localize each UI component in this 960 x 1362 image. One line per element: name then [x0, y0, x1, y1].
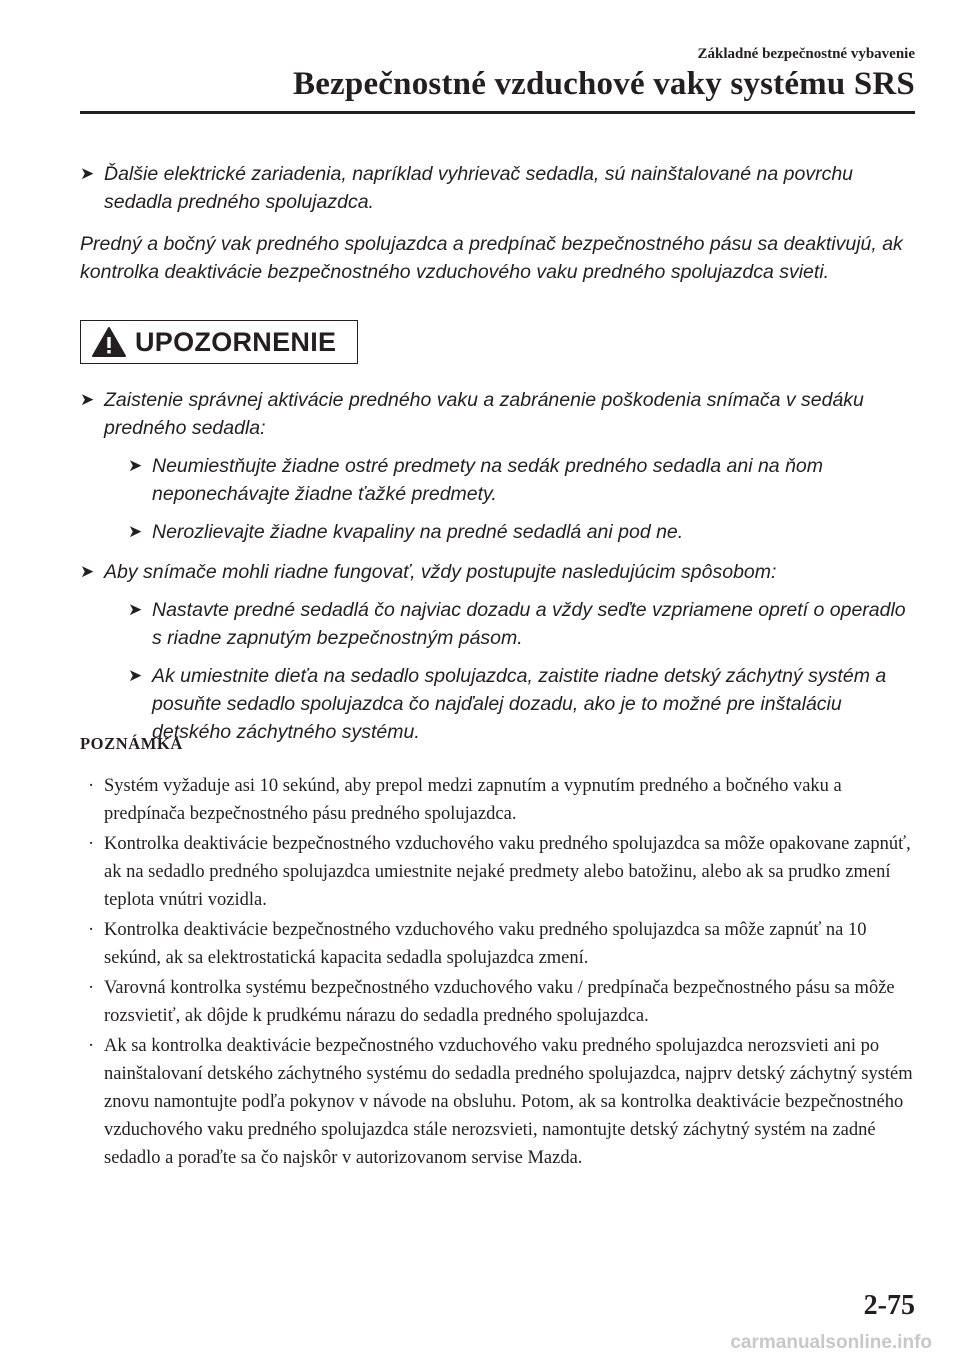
intro-bullet [80, 160, 920, 216]
arrow-bullet-icon: ➤ [128, 456, 143, 475]
arrow-bullet-icon: ➤ [128, 600, 143, 619]
warning-label: UPOZORNENIE [135, 327, 337, 357]
note-item-text: Systém vyžaduje asi 10 sekúnd, aby prepol medzi zapnutím a vypnutím predného a bočného vaku a predpínača bezpečnostného pásu predného spolujazdca. [104, 776, 842, 824]
note-item [80, 1032, 920, 1172]
arrow-bullet-icon: ➤ [128, 666, 143, 685]
caution-list [80, 386, 920, 746]
section-title: Základné bezpečnostné vybavenie [697, 46, 915, 62]
page-title: Bezpečnostné vzduchové vaky systému SRS [293, 66, 915, 102]
caution-subitem-text: Nerozlievajte žiadne kvapaliny na predné sedadlá ani pod ne. [152, 521, 684, 543]
caution-item [80, 558, 920, 746]
note-item-text: Kontrolka deaktivácie bezpečnostného vzduchového vaku predného spolujazdca sa môže opakovane zapnúť, ak na sedadlo predného spolujazdca umiestnite nejaké predmety alebo batožinu, alebo ak sa prudko zmení teplota vnútri vozidla. [104, 834, 911, 910]
caution-subitem [128, 596, 920, 652]
note-item [80, 974, 920, 1030]
caution-text: Zaistenie správnej aktivácie predného vaku a zabránenie poškodenia snímača v sedáku predného sedadla: [104, 389, 864, 439]
arrow-bullet-icon: ➤ [128, 522, 143, 541]
watermark: carmanualsonline.info [730, 1332, 932, 1353]
caution-subitem-text: Ak umiestnite dieťa na sedadlo spolujazdca, zaistite riadne detský záchytný systém a posuňte sedadlo spolujazdca čo najďalej dozadu, ako je to možné pre inštaláciu detského záchytného systému. [152, 665, 887, 743]
caution-subitem [128, 452, 920, 508]
note-item [80, 772, 920, 828]
note-section [80, 730, 920, 1174]
intro-bullet-text: Ďalšie elektrické zariadenia, napríklad vyhrievač sedadla, sú nainštalované na povrchu sedadla predného spolujazdca. [104, 163, 854, 213]
main-content [80, 160, 920, 746]
note-item [80, 916, 920, 972]
page-number: 2-75 [863, 1290, 915, 1321]
caution-subitem-text: Neumiestňujte žiadne ostré predmety na sedák predného sedadla ani na ňom neponechávajte žiadne ťažké predmety. [152, 455, 824, 505]
note-item-text: Varovná kontrolka systému bezpečnostného vzduchového vaku / predpínača bezpečnostného pásu sa môže rozsvietiť, ak dôjde k prudkému nárazu do sedadla predného spolujazdca. [104, 978, 895, 1026]
note-heading: POZNÁMKA [80, 734, 183, 753]
note-item-text: Ak sa kontrolka deaktivácie bezpečnostného vzduchového vaku predného spolujazdca nerozsvieti ani po nainštalovaní detského záchytného systému do sedadla predného spolujazdca, najprv detský záchytný systém znovu namontujte podľa pokynov v návode na obsluhu. Potom, ak sa kontrolka deaktivácie bezpečnostného vzduchového vaku predného spolujazdca stále nerozsvieti, namontujte detský záchytný systém na zadné sedadlo a poraďte sa čo najskôr v autorizovanom servise Mazda. [104, 1036, 913, 1168]
bullet-dot-icon: · [88, 1036, 95, 1056]
bullet-dot-icon: · [88, 834, 95, 854]
bullet-dot-icon: · [88, 978, 95, 998]
note-item [80, 830, 920, 914]
bullet-dot-icon: · [88, 776, 95, 796]
warning-triangle-icon [91, 326, 127, 358]
intro-paragraph: Predný a bočný vak predného spolujazdca a predpínač bezpečnostného pásu sa deaktivujú, ak kontrolka deaktivácie bezpečnostného vzduchového vaku predného spolujazdca svieti. [80, 233, 903, 283]
caution-text: Aby snímače mohli riadne fungovať, vždy postupujte nasledujúcim spôsobom: [104, 561, 777, 583]
caution-subitem-text: Nastavte predné sedadlá čo najviac dozadu a vždy seďte vzpriamene opretí o operadlo s riadne zapnutým bezpečnostným pásom. [152, 599, 906, 649]
header-divider [80, 111, 915, 114]
caution-item [80, 386, 920, 546]
arrow-bullet-icon: ➤ [80, 390, 95, 409]
arrow-bullet-icon: ➤ [80, 164, 95, 183]
warning-box [80, 320, 358, 364]
bullet-dot-icon: · [88, 920, 95, 940]
note-item-text: Kontrolka deaktivácie bezpečnostného vzduchového vaku predného spolujazdca sa môže zapnúť na 10 sekúnd, ak sa elektrostatická kapacita sedadla spolujazdca zmení. [104, 920, 867, 968]
caution-subitem [128, 518, 920, 546]
arrow-bullet-icon: ➤ [80, 562, 95, 581]
